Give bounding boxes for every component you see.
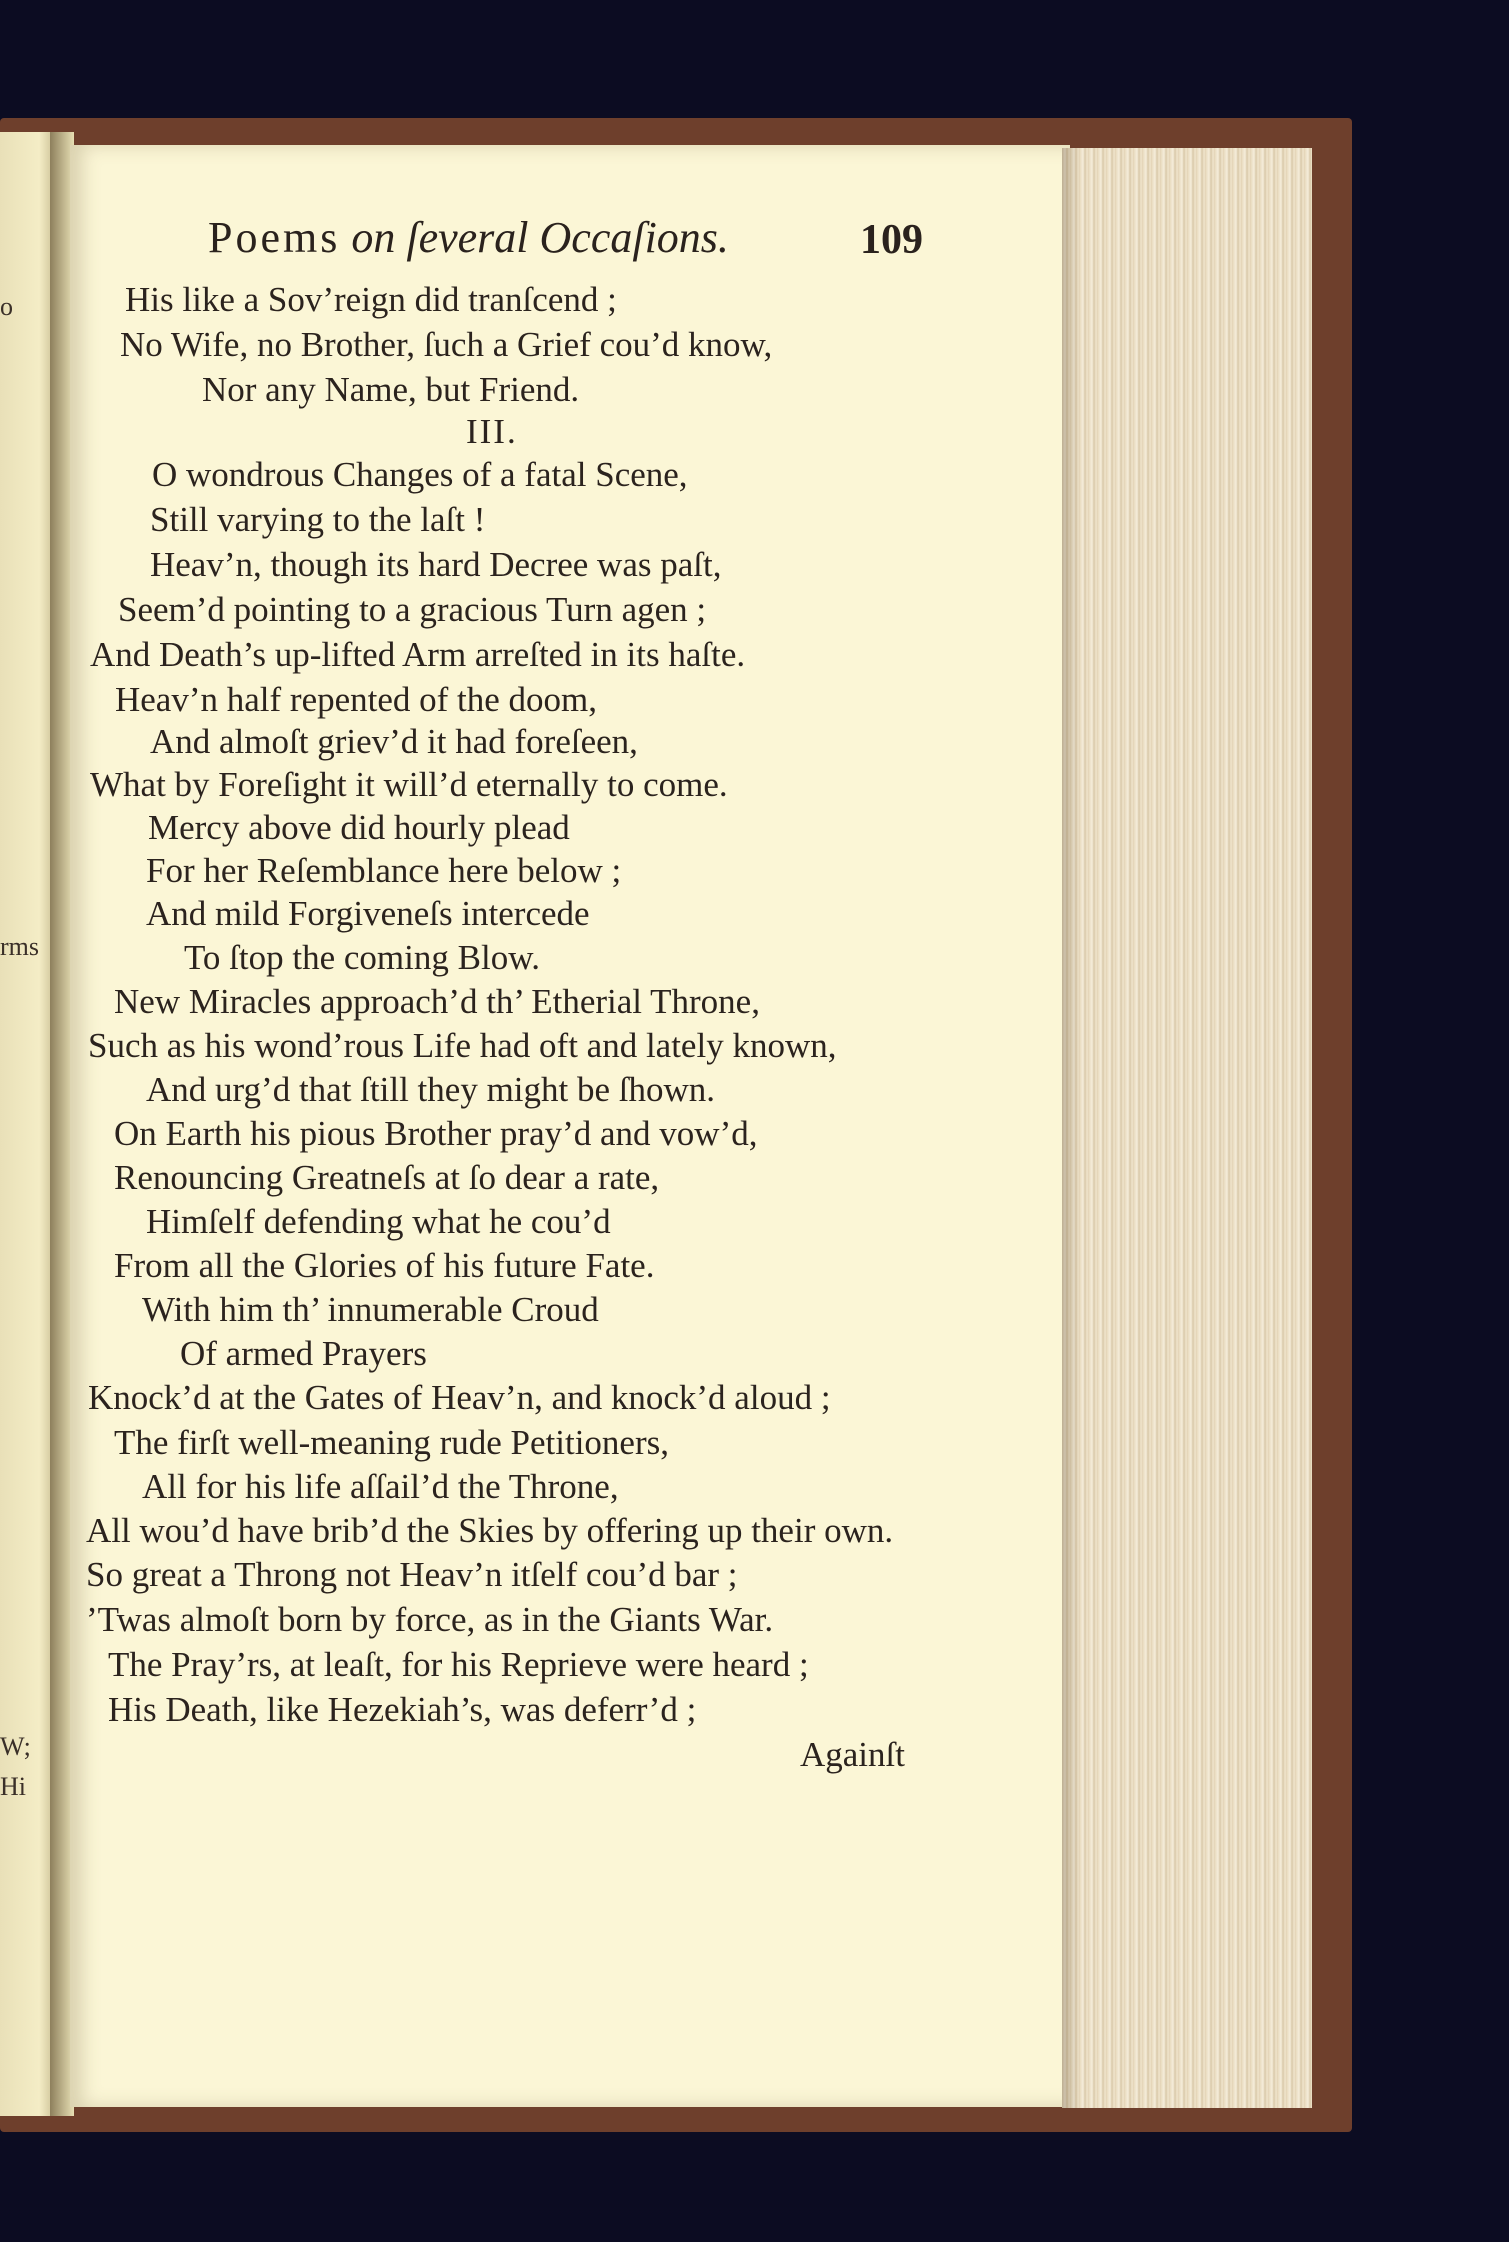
running-title-italic: on ſeveral Occaſions. bbox=[351, 213, 729, 262]
verse-line: To ſtop the coming Blow. bbox=[184, 938, 540, 977]
verse-line: Himſelf defending what he cou’d bbox=[146, 1202, 611, 1241]
section-number: III. bbox=[466, 412, 518, 451]
verse-line: From all the Glories of his future Fate. bbox=[114, 1246, 655, 1285]
verse-line: Seem’d pointing to a gracious Turn agen ; bbox=[118, 590, 707, 629]
verse-line: No Wife, no Brother, ſuch a Grief cou’d know, bbox=[120, 325, 773, 364]
verse-line: The Pray’rs, at leaſt, for his Reprieve were heard ; bbox=[108, 1645, 809, 1684]
catchword: Againſt bbox=[800, 1735, 905, 1774]
left-page bbox=[0, 132, 56, 2116]
running-header bbox=[208, 212, 729, 263]
verse-line: Knock’d at the Gates of Heav’n, and knock’d aloud ; bbox=[88, 1378, 831, 1417]
verse-line: And mild Forgiveneſs intercede bbox=[146, 894, 590, 933]
verse-line: The firſt well-meaning rude Petitioners, bbox=[114, 1423, 669, 1462]
left-page-fragment: rms bbox=[0, 932, 39, 961]
verse-line: Heav’n half repented of the doom, bbox=[115, 680, 598, 719]
verse-line: And Death’s up-lifted Arm arreſted in its haſte. bbox=[90, 635, 746, 674]
verse-line: All for his life aſſail’d the Throne, bbox=[142, 1467, 619, 1506]
page-edge-shadow bbox=[1062, 148, 1080, 2108]
verse-line: New Miracles approach’d th’ Etherial Throne, bbox=[114, 982, 760, 1021]
verse-line: And urg’d that ſtill they might be ſhown. bbox=[146, 1070, 716, 1109]
verse-line: For her Reſemblance here below ; bbox=[146, 851, 622, 890]
running-title: Poems bbox=[208, 213, 341, 262]
verse-line: His like a Sov’reign did tranſcend ; bbox=[125, 280, 617, 319]
verse-line: Renouncing Greatneſs at ſo dear a rate, bbox=[114, 1158, 660, 1197]
verse-line: Of armed Prayers bbox=[180, 1334, 427, 1373]
verse-line: Such as his wond’rous Life had oft and lately known, bbox=[88, 1026, 837, 1065]
verse-line: Nor any Name, but Friend. bbox=[202, 370, 580, 409]
verse-line: O wondrous Changes of a fatal Scene, bbox=[152, 455, 688, 494]
verse-line: His Death, like Hezekiah’s, was deferr’d ; bbox=[108, 1690, 697, 1729]
verse-line: With him th’ innumerable Croud bbox=[142, 1290, 599, 1329]
page-number: 109 bbox=[860, 217, 923, 263]
verse-line: Still varying to the laſt ! bbox=[150, 500, 486, 539]
verse-line: ’Twas almoſt born by force, as in the Giants War. bbox=[86, 1600, 774, 1639]
page-fore-edge bbox=[1062, 148, 1312, 2108]
verse-line: And almoſt griev’d it had foreſeen, bbox=[150, 722, 638, 761]
left-page-fragment: o bbox=[0, 292, 13, 321]
verse-line: All wou’d have brib’d the Skies by offering up their own. bbox=[86, 1511, 894, 1550]
verse-line: Mercy above did hourly plead bbox=[148, 808, 570, 847]
verse-line: Heav’n, though its hard Decree was paſt, bbox=[150, 545, 722, 584]
left-page-fragment: W; bbox=[0, 1732, 31, 1761]
verse-line: What by Foreſight it will’d eternally to come. bbox=[90, 765, 728, 804]
left-page-fragment: Hi bbox=[0, 1772, 26, 1801]
verse-line: So great a Throng not Heav’n itſelf cou’d bar ; bbox=[86, 1555, 738, 1594]
verse-line: On Earth his pious Brother pray’d and vow’d, bbox=[114, 1114, 758, 1153]
